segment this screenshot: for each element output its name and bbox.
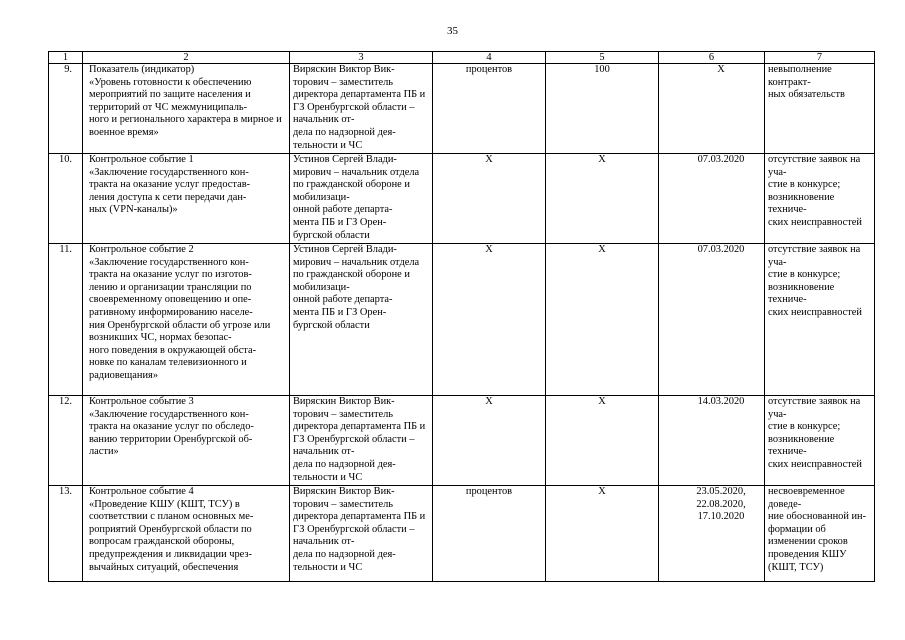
risk-cell: невыполнение контракт- ных обязательств xyxy=(765,64,875,154)
responsible-cell: Виряскин Виктор Вик- торович – заместитель директора департамента ПБ и ГЗ Оренбургской области – начальник от- дела по надзорной дея- тельности и ЧС xyxy=(290,396,433,486)
indicator-cell: Контрольное событие 1 «Заключение государственного кон- тракта на оказание услуг предостав- ления доступа к сети передачи дан- ных (VPN-каналы)» xyxy=(83,154,290,244)
indicator-cell: Контрольное событие 3 «Заключение государственного кон- тракта на оказание услуг по обследо- ванию территории Оренбургской об- ласти» xyxy=(83,396,290,486)
date-cell: 07.03.2020 xyxy=(659,154,765,244)
unit-cell: Х xyxy=(433,396,546,486)
base-value-cell: Х xyxy=(546,154,659,244)
base-value-cell: Х xyxy=(546,244,659,396)
indicator-cell: Контрольное событие 2 «Заключение государственного кон- тракта на оказание услуг по изготов- лению и организации трансляции по своевременному оповещению и опе- ративному информированию населе- ния Оренбургской области об угрозе или возникших ЧС, нормах безопас- ного поведения в окружающей обста- новке по каналам телевизионного и радиовещания» xyxy=(83,244,290,396)
table-row xyxy=(49,244,875,396)
responsible-cell: Устинов Сергей Влади- мирович – начальник отдела по гражданской обороне и мобилизаци- онной работе департа- мента ПБ и ГЗ Орен- бургской области xyxy=(290,154,433,244)
row-number: 9. xyxy=(49,64,83,154)
row-number: 11. xyxy=(49,244,83,396)
indicator-cell: Контрольное событие 4 «Проведение КШУ (КШТ, ТСУ) в соответствии с планом основных ме- роприятий Оренбургской области по вопросам гражданской обороны, предупреждения и ликвидации чрез- вычайных ситуаций, обеспечения xyxy=(83,486,290,582)
unit-cell: процентов xyxy=(433,486,546,582)
table-row xyxy=(49,486,875,582)
responsible-cell: Устинов Сергей Влади- мирович – начальник отдела по гражданской обороне и мобилизаци- онной работе департа- мента ПБ и ГЗ Орен- бургской области xyxy=(290,244,433,396)
column-number: 7 xyxy=(765,52,875,64)
risk-cell: отсутствие заявок на уча- стие в конкурсе; возникновение техниче- ских неисправностей xyxy=(765,244,875,396)
column-number: 1 xyxy=(49,52,83,64)
column-number: 5 xyxy=(546,52,659,64)
row-number: 10. xyxy=(49,154,83,244)
responsible-cell: Виряскин Виктор Вик- торович – заместитель директора департамента ПБ и ГЗ Оренбургской области – начальник от- дела по надзорной дея- тельности и ЧС xyxy=(290,486,433,582)
date-cell: 23.05.2020, 22.08.2020, 17.10.2020 xyxy=(659,486,765,582)
responsible-cell: Виряскин Виктор Вик- торович – заместитель директора департамента ПБ и ГЗ Оренбургской области – начальник от- дела по надзорной дея- тельности и ЧС xyxy=(290,64,433,154)
page-number: 35 xyxy=(447,25,458,37)
base-value-cell: Х xyxy=(546,396,659,486)
row-number: 13. xyxy=(49,486,83,582)
base-value-cell: Х xyxy=(546,486,659,582)
risk-cell: отсутствие заявок на уча- стие в конкурсе; возникновение техниче- ских неисправностей xyxy=(765,396,875,486)
column-number: 6 xyxy=(659,52,765,64)
risk-cell: несвоевременное доведе- ние обоснованной ин- формации об изменении сроков проведения КШУ (КШТ, ТСУ) xyxy=(765,486,875,582)
column-number: 2 xyxy=(83,52,290,64)
table-row xyxy=(49,154,875,244)
unit-cell: Х xyxy=(433,244,546,396)
column-number: 4 xyxy=(433,52,546,64)
date-cell: Х xyxy=(659,64,765,154)
table-row xyxy=(49,396,875,486)
unit-cell: Х xyxy=(433,154,546,244)
risk-cell: отсутствие заявок на уча- стие в конкурсе; возникновение техниче- ских неисправностей xyxy=(765,154,875,244)
date-cell: 07.03.2020 xyxy=(659,244,765,396)
unit-cell: процентов xyxy=(433,64,546,154)
report-table xyxy=(48,51,875,582)
date-cell: 14.03.2020 xyxy=(659,396,765,486)
row-number: 12. xyxy=(49,396,83,486)
table-row xyxy=(49,64,875,154)
base-value-cell: 100 xyxy=(546,64,659,154)
indicator-cell: Показатель (индикатор) «Уровень готовности к обеспечению мероприятий по защите населения и территорий от ЧС межмуниципаль- ного и регионального характера в мирное и военное время» xyxy=(83,64,290,154)
column-number: 3 xyxy=(290,52,433,64)
column-number-row xyxy=(49,52,875,64)
